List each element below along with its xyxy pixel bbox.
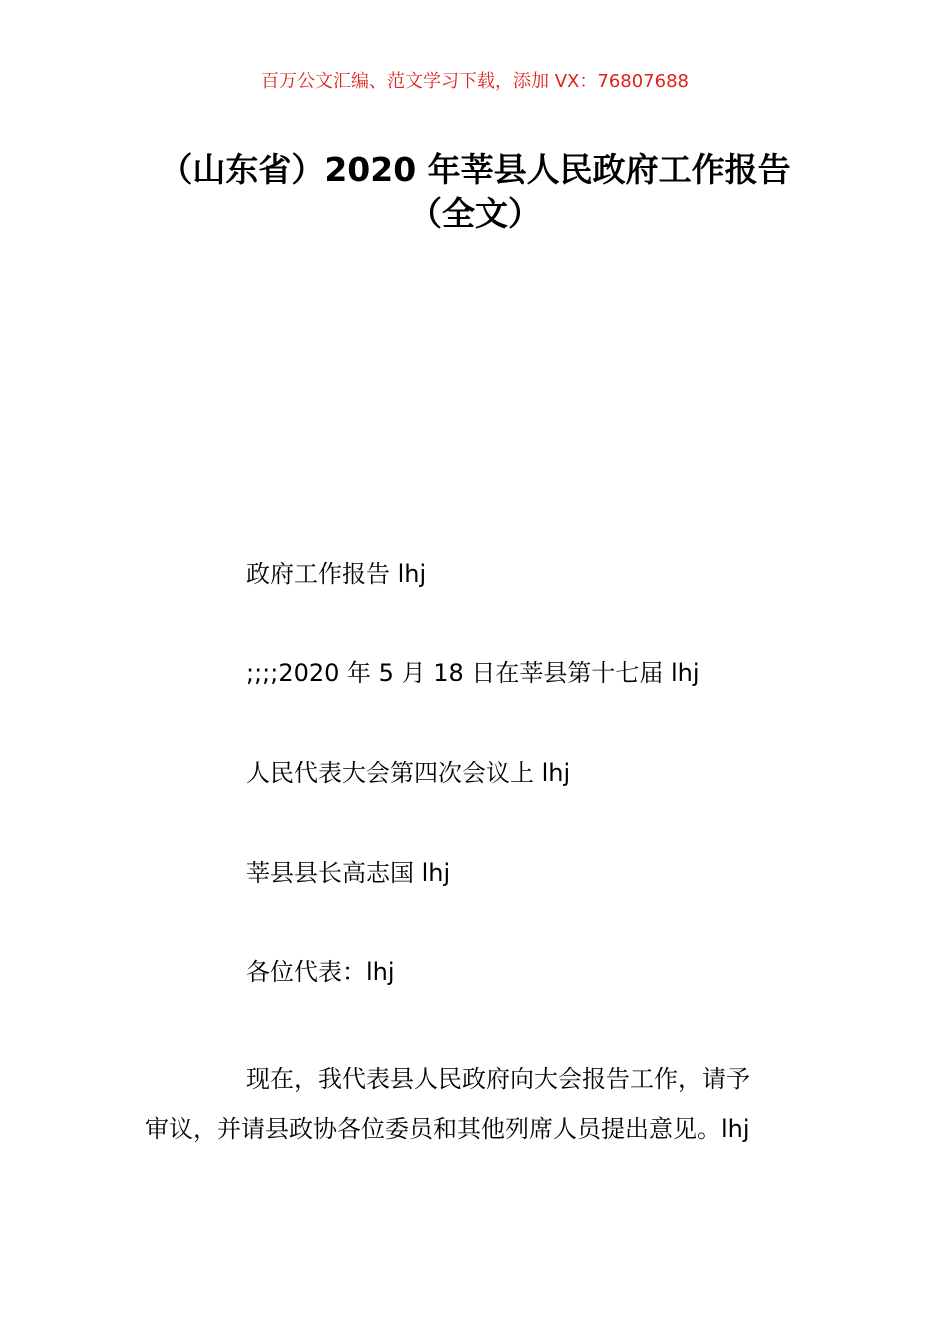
body-paragraph xyxy=(145,1054,810,1154)
title-line-1: （山东省）2020 年莘县人民政府工作报告 xyxy=(159,150,791,189)
paragraph-report-name: 政府工作报告 lhj xyxy=(246,560,427,588)
watermark-header: 百万公文汇编、范文学习下载，添加 VX：76807688 xyxy=(261,71,689,92)
paragraph-date: ;;;;2020 年 5 月 18 日在莘县第十七届 lhj xyxy=(246,659,700,687)
document-title xyxy=(120,148,830,236)
body-line-1: 现在，我代表县人民政府向大会报告工作，请予 xyxy=(246,1065,750,1093)
title-line-2: （全文） xyxy=(409,194,541,233)
paragraph-speaker: 莘县县长高志国 lhj xyxy=(246,859,451,887)
paragraph-salutation: 各位代表：lhj xyxy=(246,958,395,986)
paragraph-meeting: 人民代表大会第四次会议上 lhj xyxy=(246,759,571,787)
body-line-2: 审议，并请县政协各位委员和其他列席人员提出意见。lhj xyxy=(145,1115,750,1143)
